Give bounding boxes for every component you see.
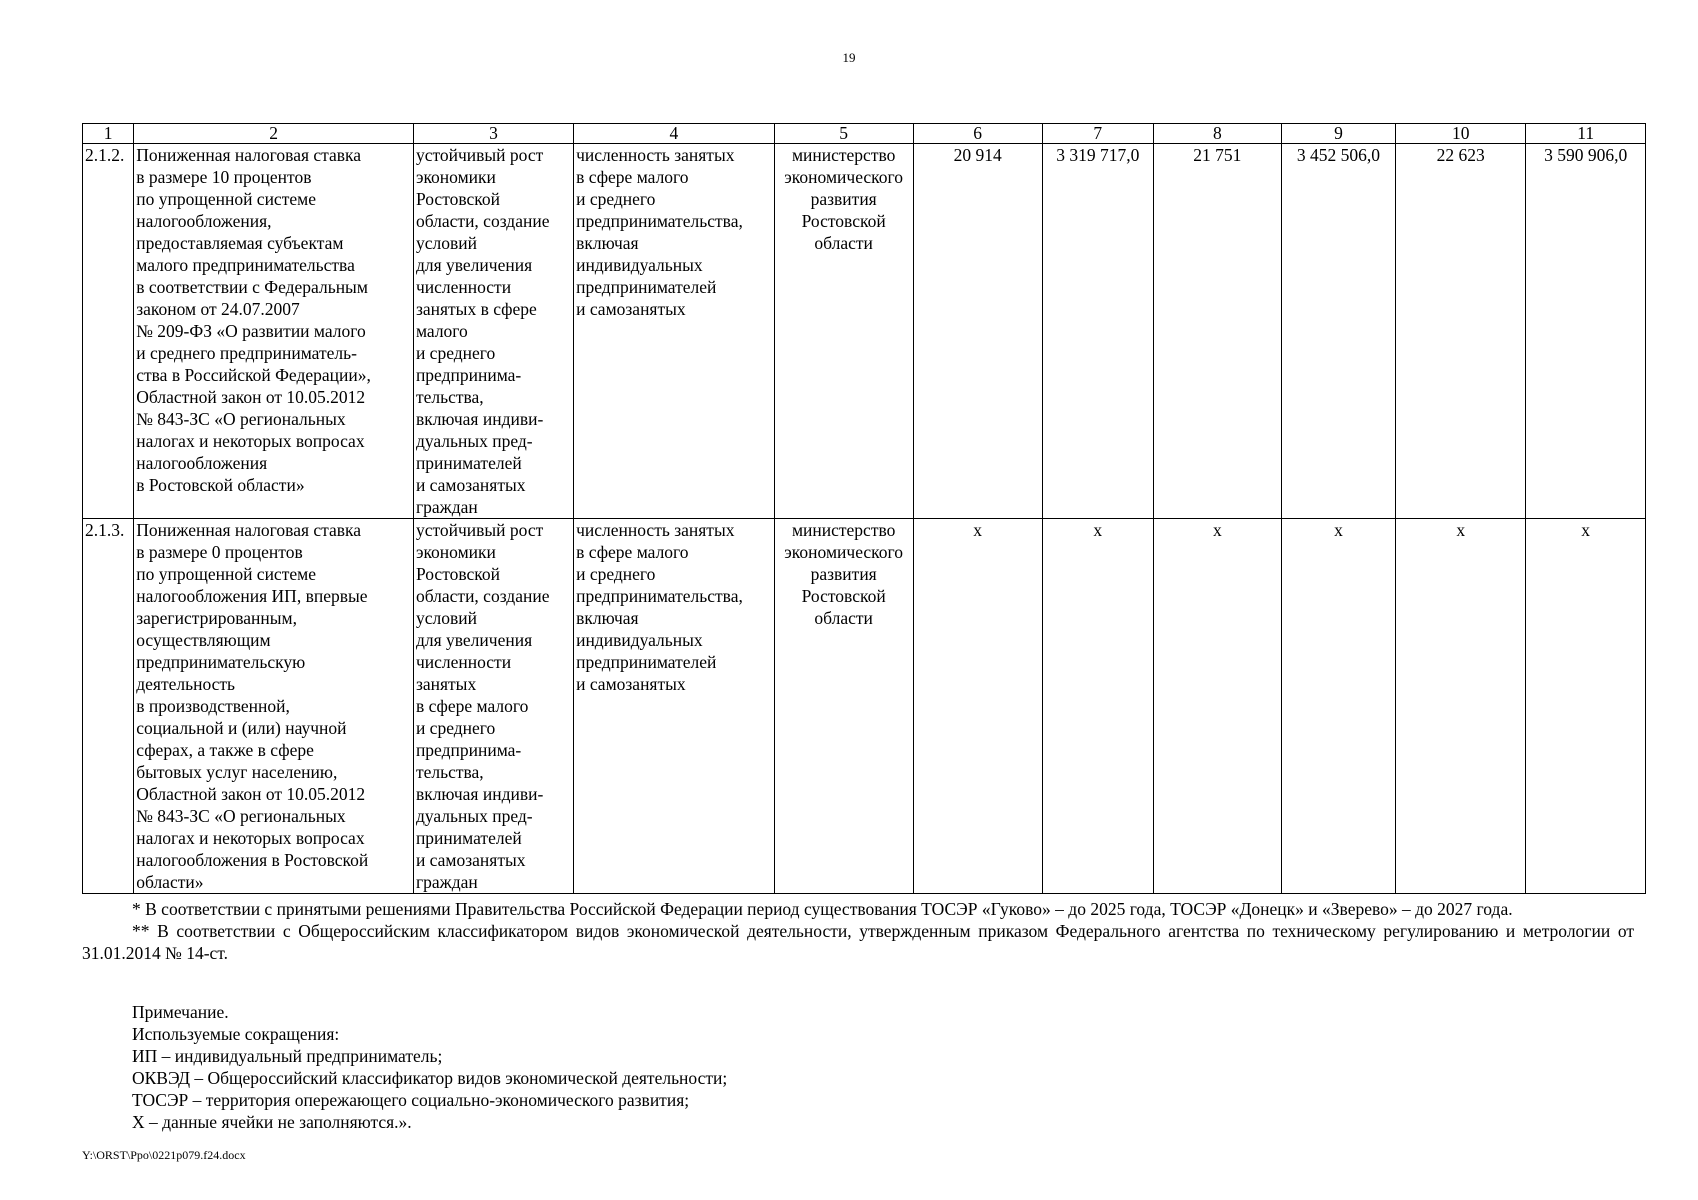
value-cell: х <box>1042 519 1153 894</box>
column-number: 9 <box>1281 124 1395 144</box>
benefit-goal: устойчивый рост экономики Ростовской области, создание условий для увеличения численности занятых в сфере малого и среднего предпринима- тельства, включая индиви- дуальных пред- принимателей и самозанятых граждан <box>413 519 573 894</box>
curator: министерство экономического развития Ростовской области <box>774 144 913 519</box>
table-row <box>83 519 1646 894</box>
benefit-name: Пониженная налоговая ставка в размере 10 процентов по упрощенной системе налогообложения, предоставляемая субъектам малого предпринимательства в соответствии с Федеральным законом от 24.07.2007 № 209-ФЗ «О развитии малого и среднего предприниматель- ства в Российской Федерации», Областной закон от 10.05.2012 № 843-ЗС «О региональных налогах и некоторых вопросах налогообложения в Ростовской области» <box>134 144 414 519</box>
table-row <box>83 144 1646 519</box>
value-cell: 3 319 717,0 <box>1042 144 1153 519</box>
indicator: численность занятых в сфере малого и среднего предпринимательства, включая индивидуальных предпринимателей и самозанятых <box>574 144 775 519</box>
footnote: ** В соответствии с Общероссийским классификатором видов экономической деятельности, утвержденным приказом Федерального агентства по техническому регулированию и метрологии от 31.01.2014 № 14-ст. <box>82 921 1634 963</box>
benefit-name: Пониженная налоговая ставка в размере 0 процентов по упрощенной системе налогообложения ИП, впервые зарегистрированным, осуществляющим предпринимательскую деятельность в производственной, социальной и (или) научной сферах, а также в сфере бытовых услуг населению, Областной закон от 10.05.2012 № 843-ЗС «О региональных налогах и некоторых вопросах налогообложения в Ростовской области» <box>134 519 414 894</box>
row-index: 2.1.2. <box>83 144 134 519</box>
value-cell: х <box>913 519 1042 894</box>
abbreviation-item: ИП – индивидуальный предприниматель; <box>132 1046 443 1066</box>
value-cell: 22 623 <box>1396 144 1526 519</box>
column-number: 3 <box>413 124 573 144</box>
value-cell: 3 452 506,0 <box>1281 144 1395 519</box>
benefit-goal: устойчивый рост экономики Ростовской области, создание условий для увеличения численности занятых в сфере малого и среднего предпринима- тельства, включая индиви- дуальных пред- принимателей и самозанятых граждан <box>413 144 573 519</box>
column-number: 11 <box>1526 124 1646 144</box>
notes-title: Примечание. <box>132 1002 229 1022</box>
footnotes <box>82 898 1634 964</box>
curator: министерство экономического развития Ростовской области <box>774 519 913 894</box>
value-cell: х <box>1281 519 1395 894</box>
column-number: 10 <box>1396 124 1526 144</box>
footnote: * В соответствии с принятыми решениями Правительства Российской Федерации период существования ТОСЭР «Гуково» – до 2025 года, ТОСЭР «Донецк» и «Зверево» – до 2027 года. <box>132 899 1513 919</box>
value-cell: 21 751 <box>1153 144 1281 519</box>
column-number: 1 <box>83 124 134 144</box>
column-number: 2 <box>134 124 414 144</box>
abbreviation-item: ТОСЭР – территория опережающего социально-экономического развития; <box>132 1090 690 1110</box>
column-number: 5 <box>774 124 913 144</box>
notes-subtitle: Используемые сокращения: <box>132 1024 340 1044</box>
notes-section <box>132 1001 727 1133</box>
column-number: 4 <box>574 124 775 144</box>
abbreviation-item: ОКВЭД – Общероссийский классификатор видов экономической деятельности; <box>132 1068 728 1088</box>
file-path: Y:\ORST\Ppo\0221p079.f24.docx <box>82 1148 246 1162</box>
value-cell: х <box>1396 519 1526 894</box>
column-number: 7 <box>1042 124 1153 144</box>
abbreviation-item: Х – данные ячейки не заполняются.». <box>132 1112 412 1132</box>
value-cell: 3 590 906,0 <box>1526 144 1646 519</box>
page-number: 19 <box>842 50 856 65</box>
column-number: 6 <box>913 124 1042 144</box>
column-number-row <box>83 124 1646 144</box>
value-cell: х <box>1526 519 1646 894</box>
data-table <box>82 123 1646 894</box>
value-cell: х <box>1153 519 1281 894</box>
indicator: численность занятых в сфере малого и среднего предпринимательства, включая индивидуальных предпринимателей и самозанятых <box>574 519 775 894</box>
column-number: 8 <box>1153 124 1281 144</box>
value-cell: 20 914 <box>913 144 1042 519</box>
row-index: 2.1.3. <box>83 519 134 894</box>
